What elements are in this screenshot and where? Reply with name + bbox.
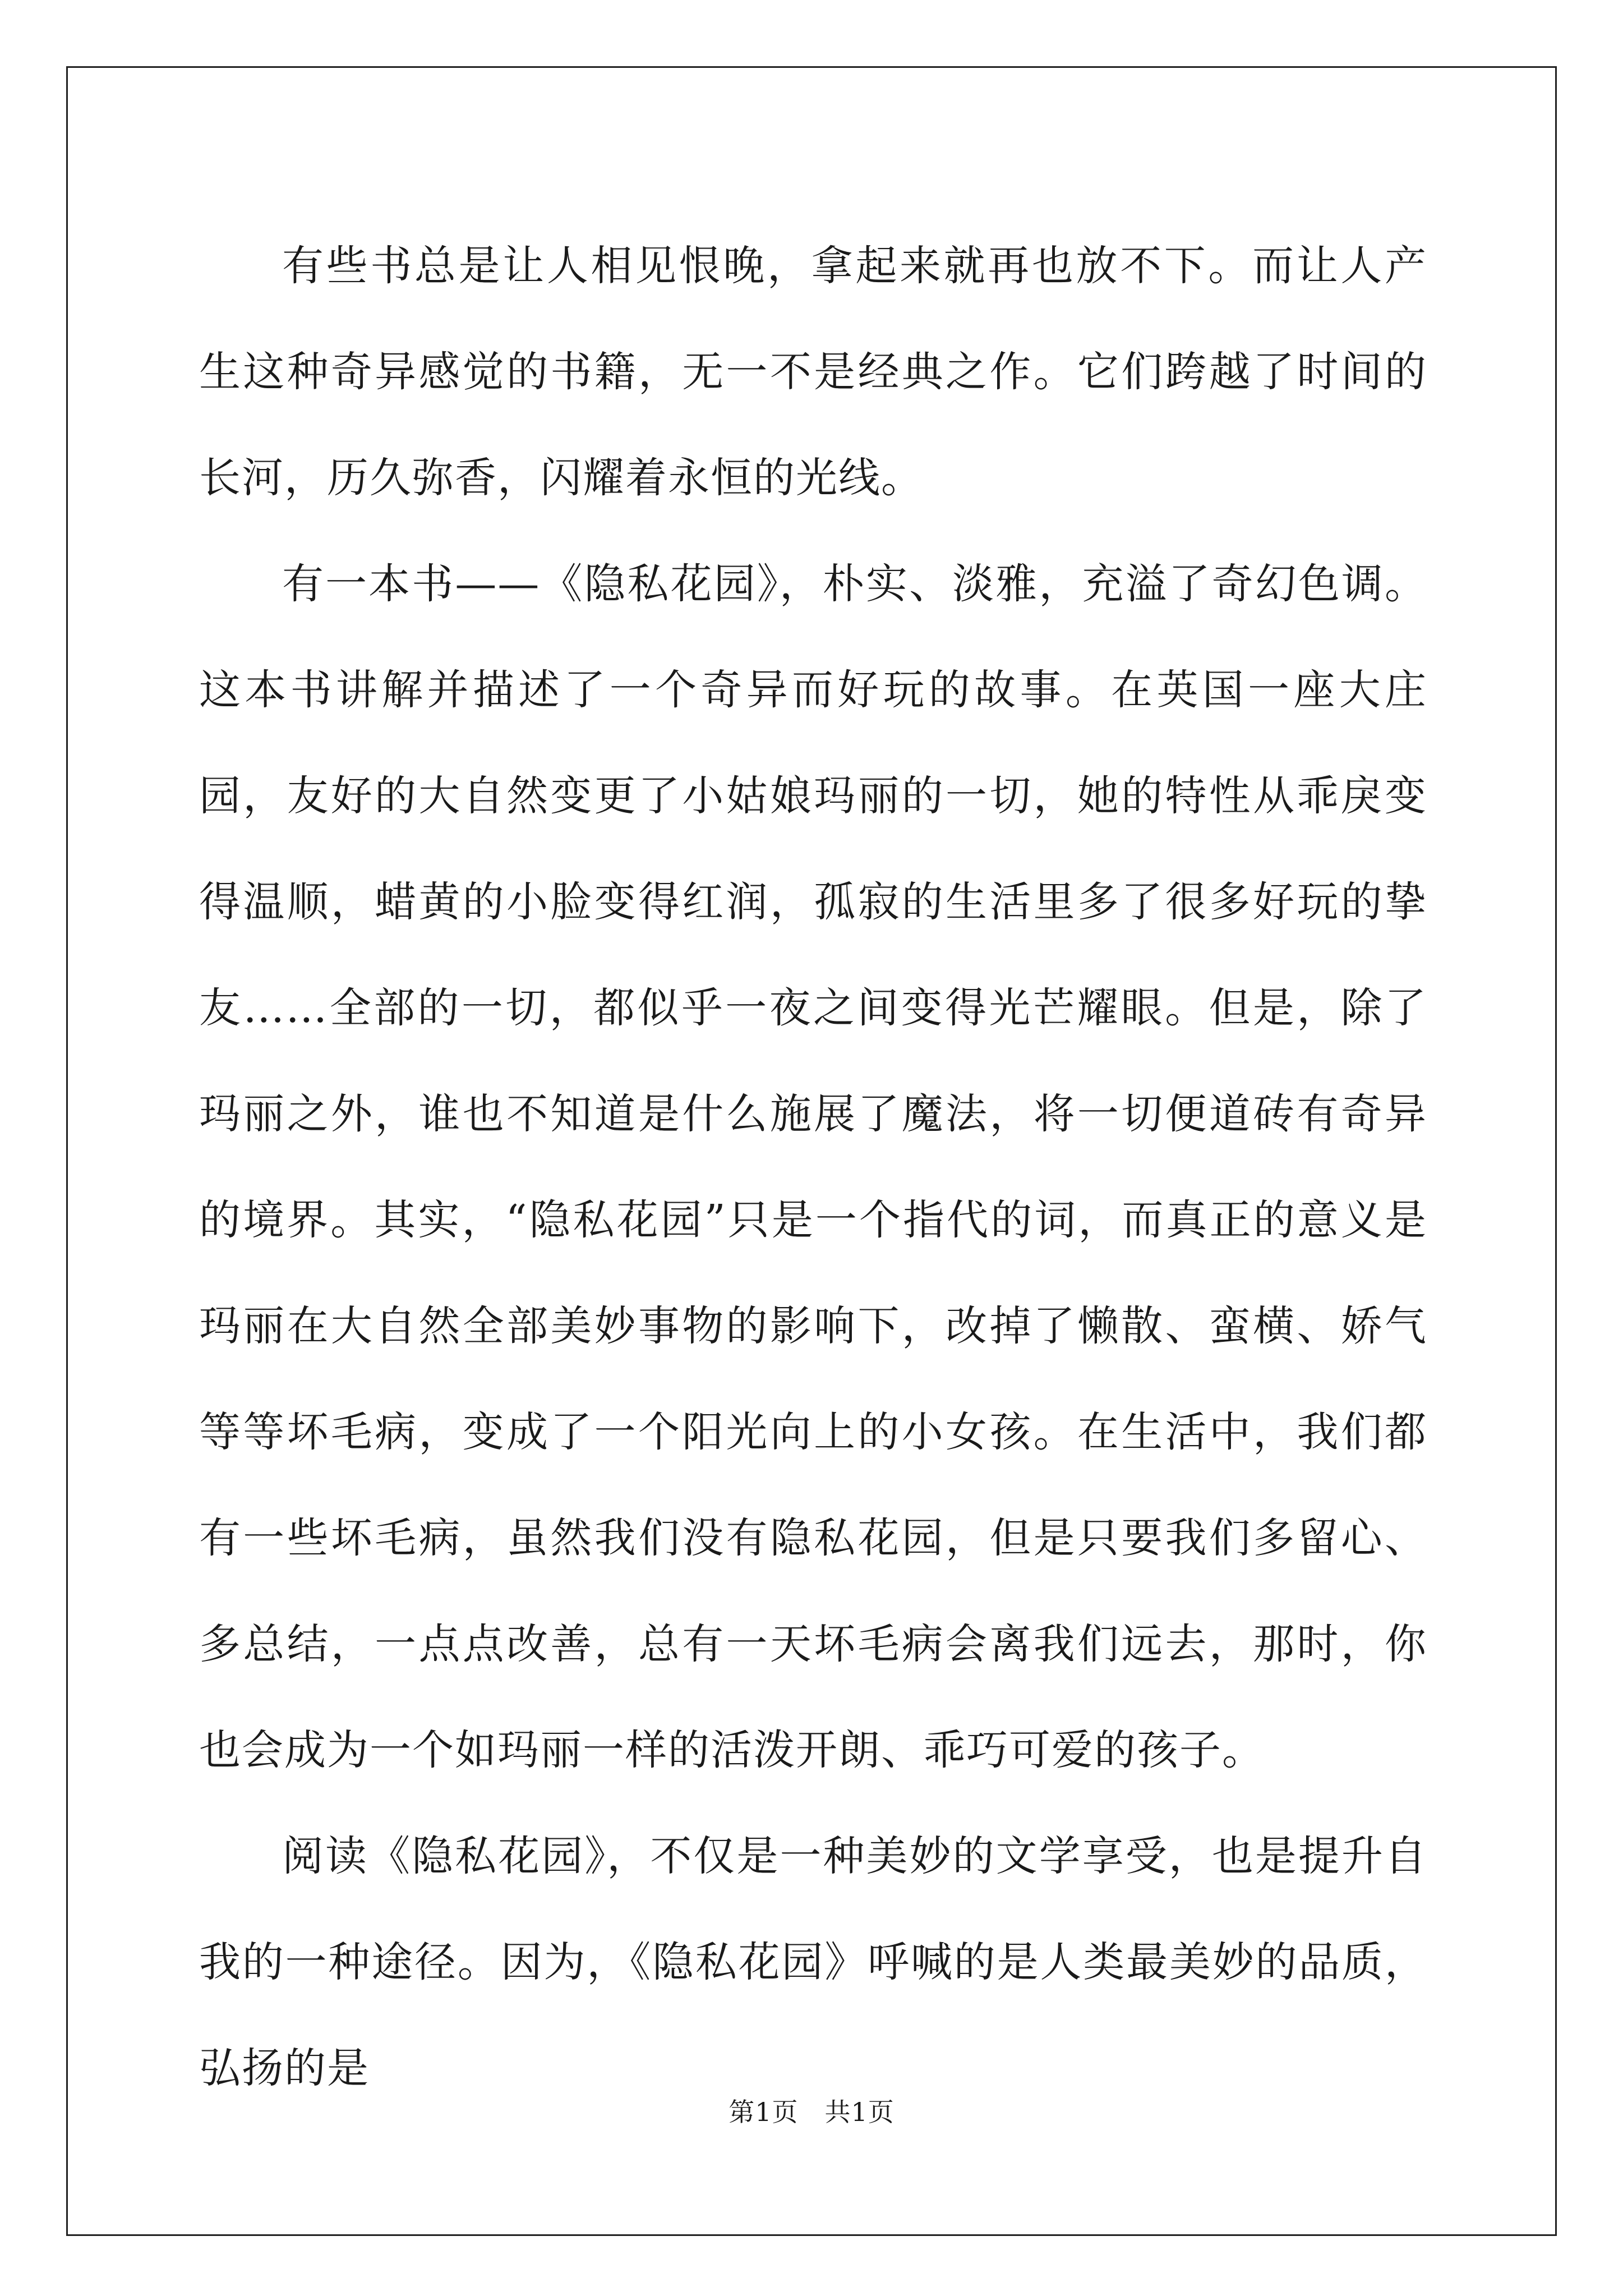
paragraph: 有些书总是让人相见恨晚，拿起来就再也放不下。而让人产生这种奇异感觉的书籍，无一不是经典之作。它们跨越了时间的长河，历久弥香，闪耀着永恒的光线。 xyxy=(199,242,1427,502)
page-footer xyxy=(0,2095,1623,2129)
paragraph: 阅读《隐私花园》，不仅是一种美妙的文学享受，也是提升自我的一种途径。因为，《隐私花园》呼喊的是人类最美妙的品质，弘扬的是 xyxy=(199,1832,1427,2092)
document-body xyxy=(199,213,1427,2122)
paragraph: 有一本书——《隐私花园》，朴实、淡雅，充溢了奇幻色调。这本书讲解并描述了一个奇异而好玩的故事。在英国一座大庄园，友好的大自然变更了小姑娘玛丽的一切，她的特性从乖戾变得温顺，蜡黄的小脸变得红润，孤寂的生活里多了很多好玩的挚友……全部的一切，都似乎一夜之间变得光芒耀眼。但是，除了玛丽之外，谁也不知道是什么施展了魔法，将一切便道砖有奇异的境界。其实，“隐私花园”只是一个指代的词，而真正的意义是玛丽在大自然全部美妙事物的影响下，改掉了懒散、蛮横、娇气等等坏毛病，变成了一个阳光向上的小女孩。在生活中，我们都有一些坏毛病，虽然我们没有隐私花园，但是只要我们多留心、多总结，一点点改善，总有一天坏毛病会离我们远去，那时，你也会成为一个如玛丽一样的活泼开朗、乖巧可爱的孩子。 xyxy=(199,560,1427,1774)
page-number: 第1页 xyxy=(728,2097,799,2127)
page-total: 共1页 xyxy=(824,2097,895,2127)
